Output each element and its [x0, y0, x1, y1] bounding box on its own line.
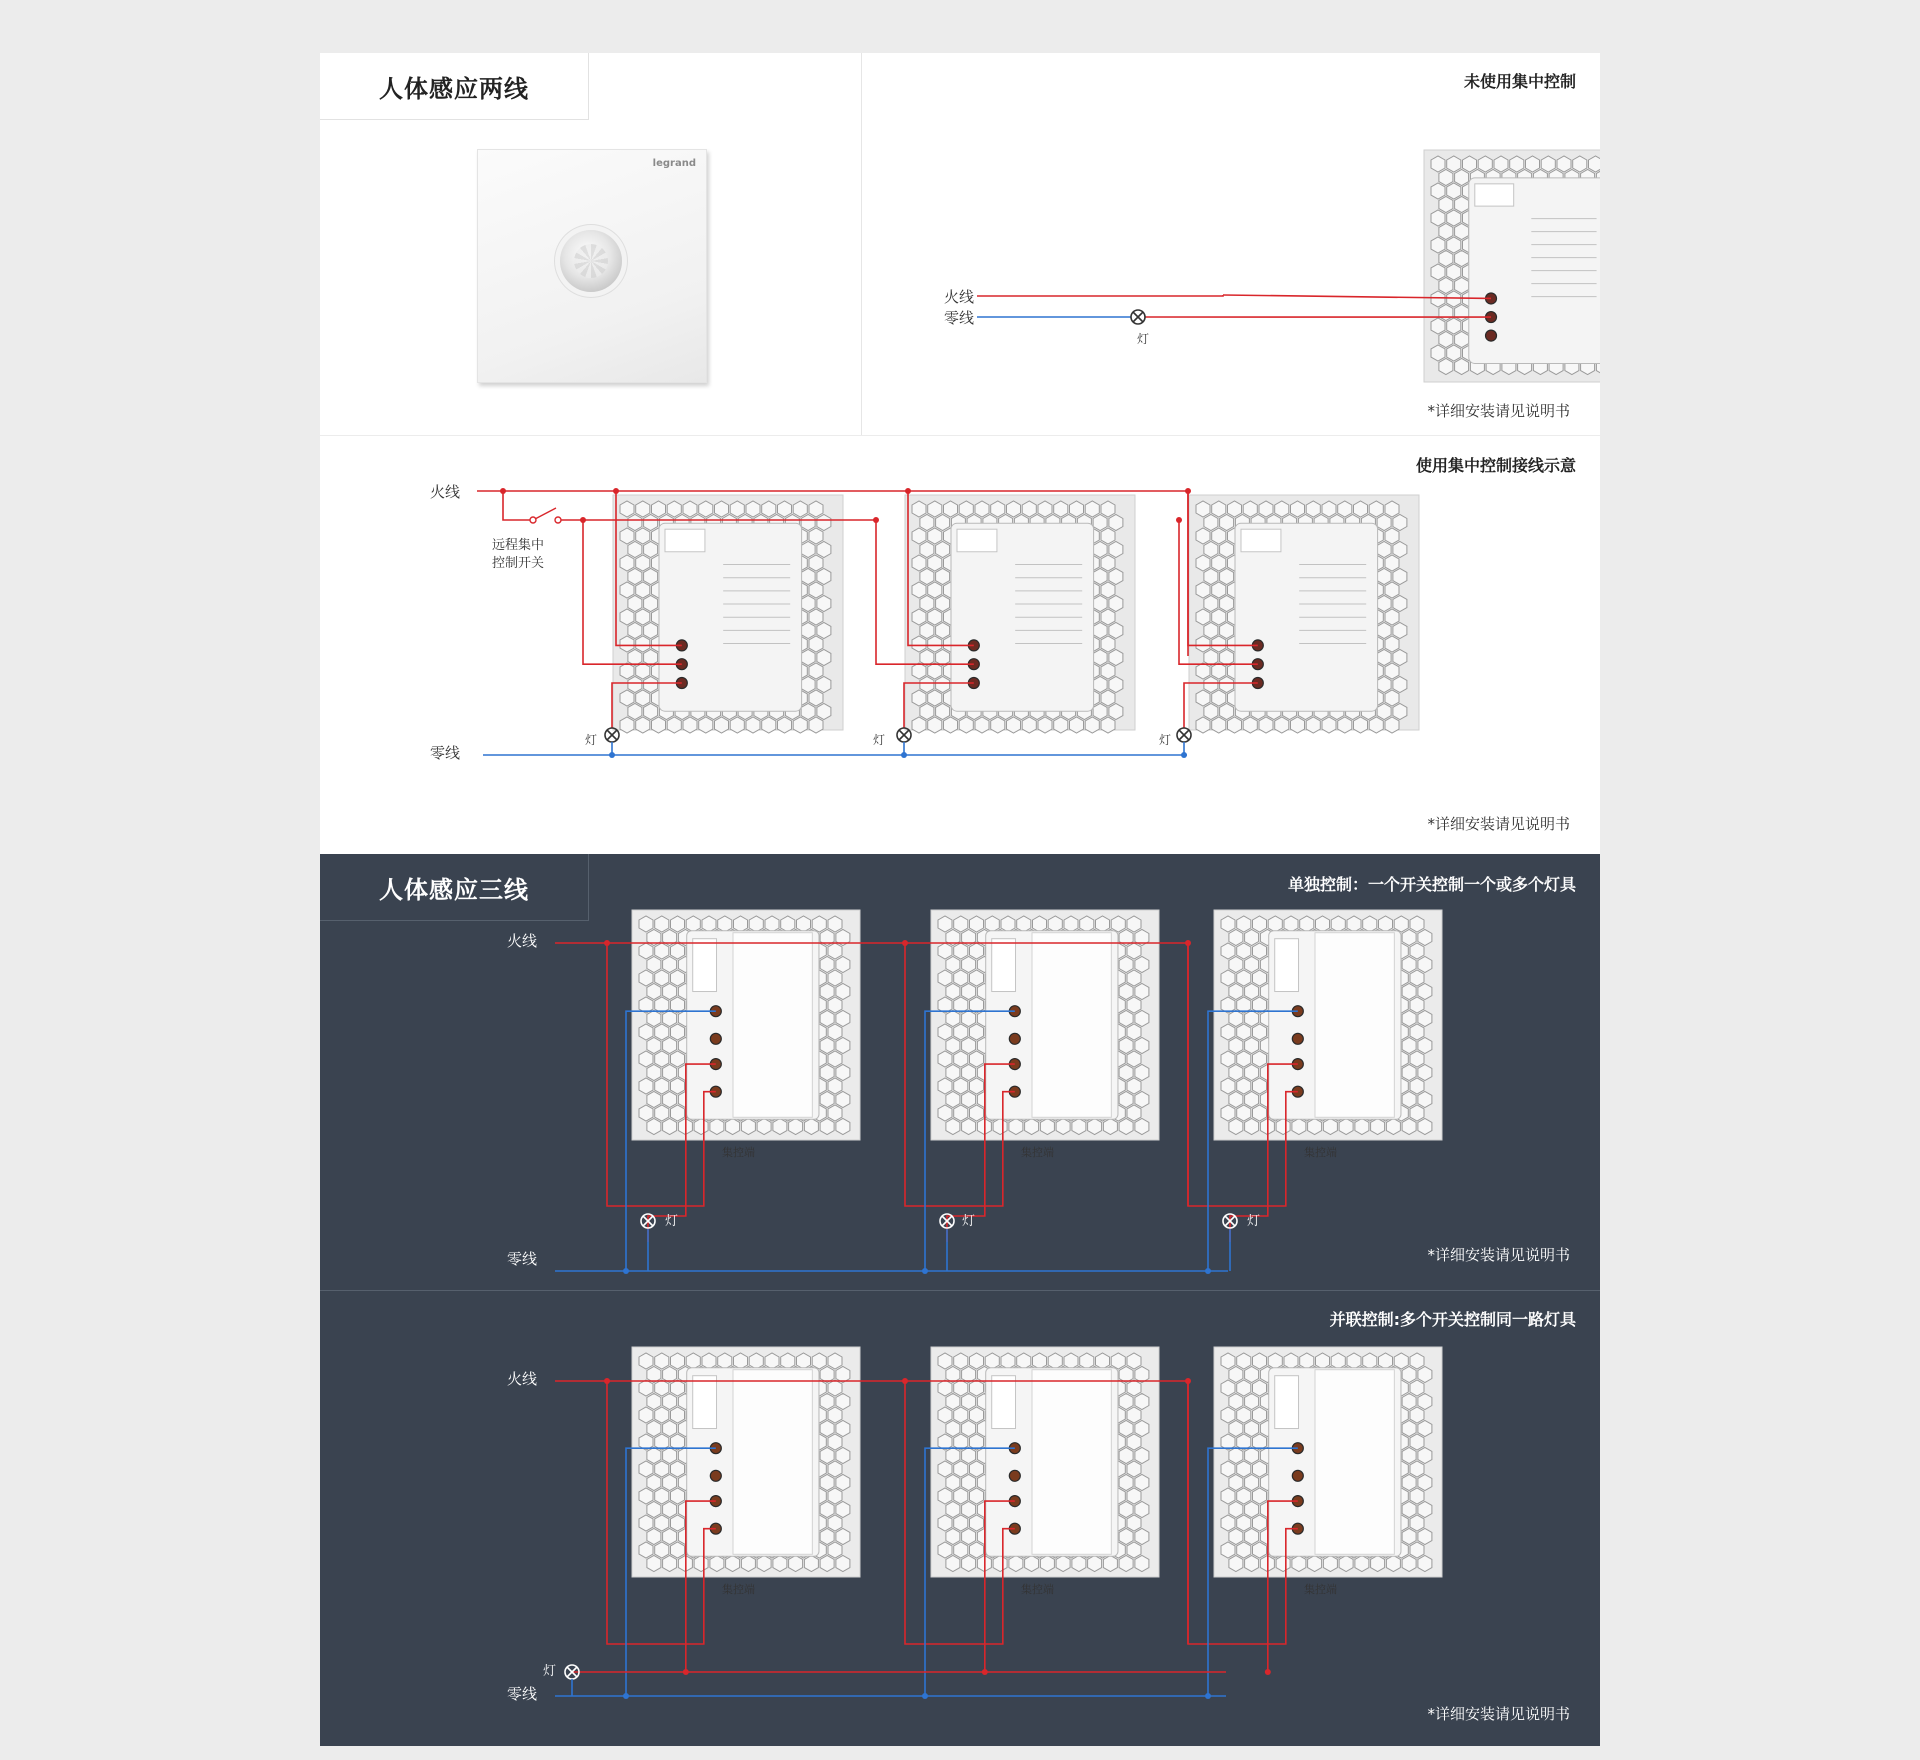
central-terminal-label: 集控端 [1304, 1583, 1337, 1596]
wire-junction [1265, 1669, 1271, 1675]
switch-back-module [613, 495, 843, 733]
label-plate [1315, 933, 1394, 1118]
lamp-label: 灯 [1159, 733, 1172, 747]
screw-terminal [1009, 1470, 1020, 1481]
remote-switch-label: 控制开关 [491, 556, 545, 571]
central-terminal-label: 集控端 [722, 1583, 755, 1596]
two-wire-panel [320, 53, 1600, 435]
wire-junction [873, 517, 879, 523]
caption-parallel-control: 并联控制:多个开关控制同一路灯具 [1329, 1310, 1576, 1329]
wiring-diagram-three-wire-individual [320, 854, 1600, 1290]
three-wire-individual-panel [320, 854, 1600, 1290]
three-wire-parallel-panel [320, 1291, 1600, 1746]
screw-terminal [1486, 330, 1497, 341]
switch-back-module [1189, 495, 1419, 733]
live-wire [977, 295, 1223, 296]
install-note: *详细安装请见说明书 [1427, 1705, 1570, 1723]
caption-individual-control: 单独控制：一个开关控制一个或多个灯具 [1287, 875, 1576, 894]
switch-lever [535, 508, 556, 519]
wiring-diagram-two-wire-single [320, 53, 1600, 435]
screw-terminal [710, 1470, 721, 1481]
switch-latch [957, 529, 997, 552]
central-terminal-label: 集控端 [1021, 1146, 1054, 1159]
central-terminal-label: 集控端 [1304, 1146, 1337, 1159]
switch-back-module [1424, 150, 1600, 382]
remote-switch-label: 远程集中 [491, 538, 545, 553]
caption-no-central-control: 未使用集中控制 [1463, 72, 1576, 91]
neutral-wire-label: 零线 [430, 744, 461, 762]
neutral-wire-label: 零线 [507, 1250, 538, 1268]
screw-terminal [1292, 1470, 1303, 1481]
wire-junction [1176, 517, 1182, 523]
two-wire-central-panel [320, 436, 1600, 854]
section-title-three-wire: 人体感应三线 [320, 854, 589, 921]
switch-latch [992, 1376, 1016, 1429]
label-plate [733, 933, 812, 1118]
lamp-symbol [1131, 310, 1145, 324]
central-terminal-label: 集控端 [1021, 1583, 1054, 1596]
switch-latch [992, 939, 1016, 992]
wire-junction [500, 488, 506, 494]
section-title-two-wire: 人体感应两线 [320, 53, 589, 120]
label-plate [1032, 1370, 1111, 1555]
lamp-label: 灯 [1247, 1214, 1261, 1229]
lamp-label: 灯 [873, 733, 886, 747]
install-note: *详细安装请见说明书 [1427, 1246, 1570, 1264]
lamp-label: 灯 [962, 1214, 976, 1229]
lamp-label: 灯 [1137, 332, 1150, 346]
lamp-label: 灯 [543, 1664, 557, 1679]
wiring-page [320, 53, 1600, 1746]
screw-terminal [1292, 1033, 1303, 1044]
label-plate [1315, 1370, 1394, 1555]
switch-latch [1275, 939, 1299, 992]
live-wire-label: 火线 [507, 932, 538, 950]
brand-logo: legrand [652, 158, 696, 169]
switch-back-module [632, 910, 860, 1140]
live-wire-label: 火线 [944, 288, 975, 306]
switch-latch [1475, 184, 1514, 206]
switch-back-module [1214, 910, 1442, 1140]
lamp-symbol [1177, 728, 1191, 742]
screw-terminal [710, 1033, 721, 1044]
switch-latch [1241, 529, 1281, 552]
install-note: *详细安装请见说明书 [1427, 402, 1570, 420]
lamp-label: 灯 [665, 1214, 679, 1229]
lamp-symbol [897, 728, 911, 742]
switch-back-module [1214, 1347, 1442, 1577]
central-terminal-label: 集控端 [722, 1146, 755, 1159]
wiring-diagram-two-wire-central [320, 436, 1600, 854]
wire-junction [580, 517, 586, 523]
switch-contact [530, 517, 536, 523]
switch-back-module [905, 495, 1135, 733]
screw-terminal [1009, 1033, 1020, 1044]
switch-latch [693, 939, 717, 992]
switch-back-module [931, 910, 1159, 1140]
neutral-wire-label: 零线 [944, 309, 975, 327]
live-wire-label: 火线 [430, 483, 461, 501]
live-wire-label: 火线 [507, 1370, 538, 1388]
live-wire [503, 491, 530, 520]
wiring-diagram-three-wire-parallel [320, 1291, 1600, 1746]
install-note: *详细安装请见说明书 [1427, 815, 1570, 833]
switch-latch [1275, 1376, 1299, 1429]
label-plate [1032, 933, 1111, 1118]
lamp-label: 灯 [585, 733, 598, 747]
switch-contact [555, 517, 561, 523]
switch-latch [693, 1376, 717, 1429]
lamp-symbol [605, 728, 619, 742]
neutral-wire-label: 零线 [507, 1685, 538, 1703]
caption-central-control-wiring: 使用集中控制接线示意 [1415, 456, 1576, 475]
label-plate [733, 1370, 812, 1555]
switch-latch [665, 529, 705, 552]
